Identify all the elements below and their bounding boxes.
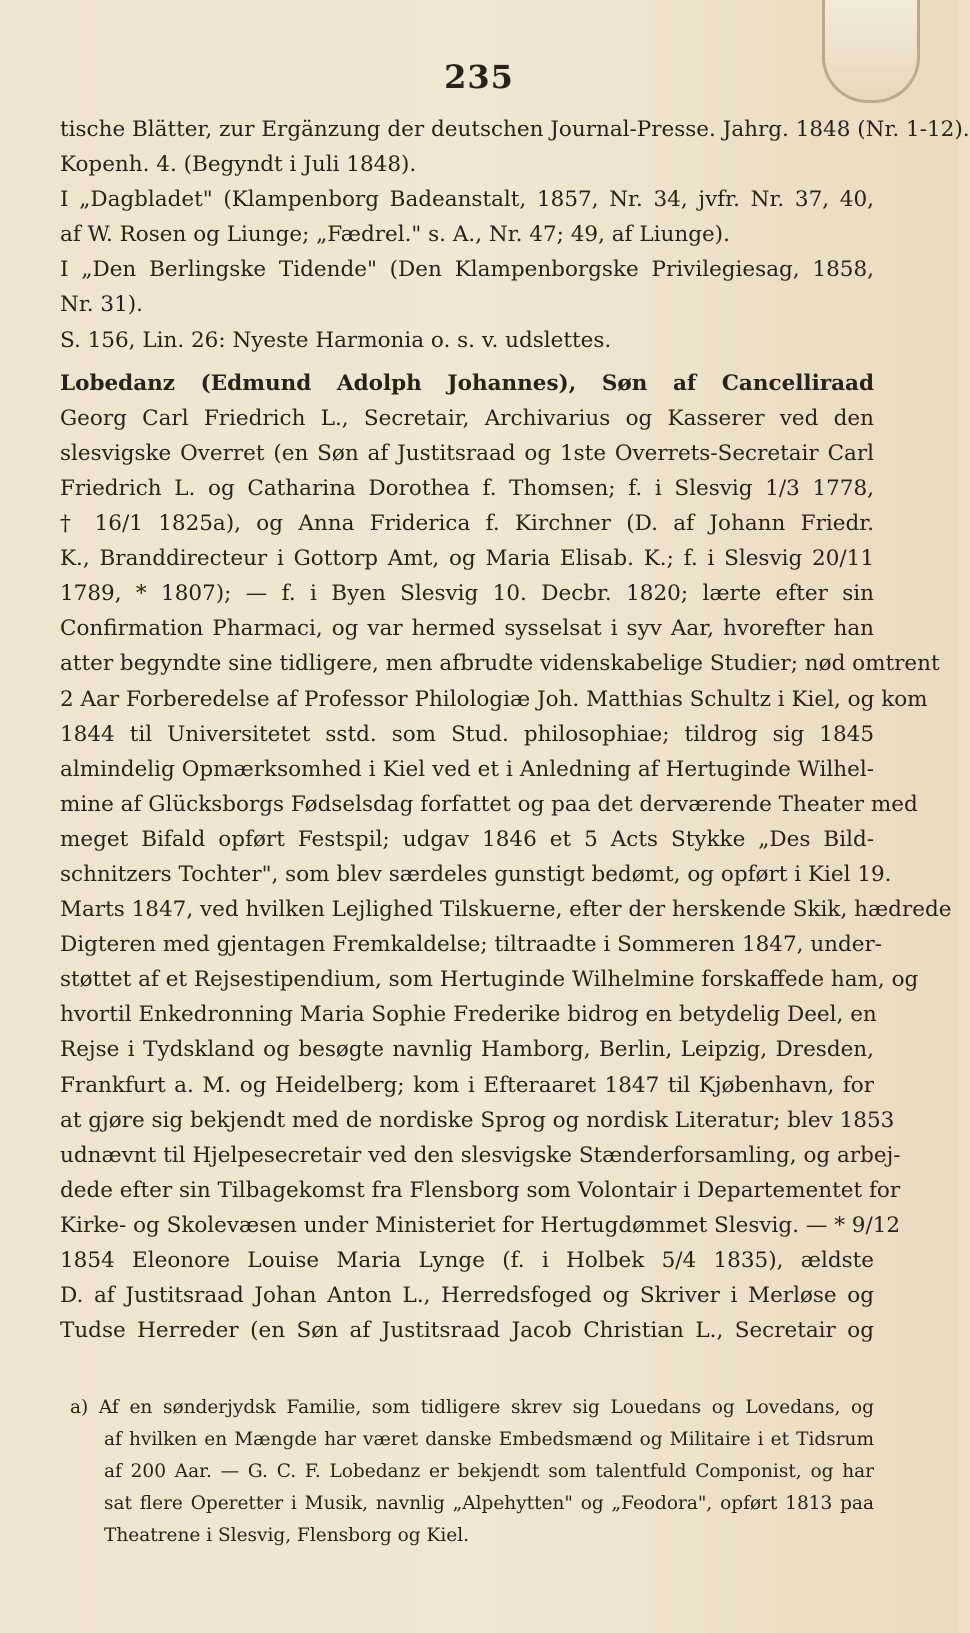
text-line: Marts 1847, ved hvilken Lejlighed Tilskuerne, efter der herskende Skik, hædrede [60,897,952,923]
text-line: meget Bifald opført Festspil; udgav 1846 et 5 Acts Stykke „Des Bild- [60,826,874,852]
footnote-divider [60,1320,874,1321]
text-line: 1844 til Universitetet sstd. som Stud. philosophiae; tildrog sig 1845 [60,721,874,747]
text-line: Confirmation Pharmaci, og var hermed sysselsat i syv Aar, hvorefter han [60,616,874,642]
text-line: Georg Carl Friedrich L., Secretair, Archivarius og Kasserer ved den [60,405,874,431]
text-line: 2 Aar Forberedelse af Professor Philologiæ Joh. Matthias Schultz i Kiel, og kom [60,686,928,712]
footnote-line: Theatrene i Slesvig, Flensborg og Kiel. [104,1525,470,1546]
text-line: støttet af et Rejsestipendium, som Hertuginde Wilhelmine forskaffede ham, og [60,967,919,993]
text-line: 1854 Eleonore Louise Maria Lynge (f. i Holbek 5/4 1835), ældste [60,1248,874,1273]
footnote-line: af 200 Aar. — G. C. F. Lobedanz er bekjendt som talentfuld Componist, og har [104,1461,874,1482]
text-line: af W. Rosen og Liunge; „Fædrel." s. A., Nr. 47; 49, af Liunge). [60,222,730,248]
text-line: K., Branddirecteur i Gottorp Amt, og Maria Elisab. K.; f. i Slesvig 20/11 [60,546,874,572]
text-line: slesvigske Overret (en Søn af Justitsraad og 1ste Overrets-Secretair Carl [60,440,874,466]
text-line: Digteren med gjentagen Fremkaldelse; tiltraadte i Sommeren 1847, under- [60,932,883,958]
text-line: atter begyndte sine tidligere, men afbrudte videnskabelige Studier; nød omtrent [60,651,940,677]
text-line: Friedrich L. og Catharina Dorothea f. Thomsen; f. i Slesvig 1/3 1778, [60,475,874,501]
text-line: hvortil Enkedronning Maria Sophie Frederike bidrog en betydelig Deel, en [60,1002,877,1028]
text-line: mine af Glücksborgs Fødselsdag forfattet og paa det derværende Theater med [60,791,918,817]
text-line: Kirke- og Skolevæsen under Ministeriet for Hertugdømmet Slesvig. — * 9/12 [60,1212,901,1238]
text-line: Tudse Herreder (en Søn af Justitsraad Jacob Christian L., Secretair og [60,1318,874,1344]
text-line: 1789, * 1807); — f. i Byen Slesvig 10. Decbr. 1820; lærte efter sin [60,581,874,607]
text-line: dede efter sin Tilbagekomst fra Flensborg som Volontair i Departementet for [60,1177,901,1203]
footnote-line: af hvilken en Mængde har været danske Embedsmænd og Militaire i et Tidsrum [104,1429,874,1450]
footnotes [70,1392,874,1552]
text-line: I „Den Berlingske Tidende" (Den Klampenborgske Privilegiesag, 1858, [60,257,874,283]
text-line: Rejse i Tydskland og besøgte navnlig Hamborg, Berlin, Leipzig, Dresden, [60,1037,874,1063]
main-text [60,112,970,1348]
text-line: Nr. 31). [60,292,143,318]
entry-heading-line: Lobedanz (Edmund Adolph Johannes), Søn af Cancelliraad [60,370,874,396]
text-line: D. af Justitsraad Johan Anton L., Herredsfoged og Skriver i Merløse og [60,1283,874,1309]
text-line: almindelig Opmærksomhed i Kiel ved et i Anledning af Hertuginde Wilhel- [60,756,874,782]
page-number: 235 [444,58,514,96]
text-line: I „Dagbladet" (Klampenborg Badeanstalt, 1857, Nr. 34, jvfr. Nr. 37, 40, [60,187,874,213]
text-line: Kopenh. 4. (Begyndt i Juli 1848). [60,152,417,178]
text-line: tische Blätter, zur Ergänzung der deutschen Journal-Presse. Jahrg. 1848 (Nr. 1-12). [60,117,970,142]
text-line: at gjøre sig bekjendt med de nordiske Sprog og nordisk Literatur; blev 1853 [60,1107,895,1133]
text-line: † 16/1 1825a), og Anna Friderica f. Kirchner (D. af Johann Friedr. [60,511,874,537]
footnote-line: sat flere Operetter i Musik, navnlig „Alpehytten" og „Feodora", opført 1813 paa [104,1493,874,1514]
text-line: schnitzers Tochter", som blev særdeles gunstigt bedømt, og opført i Kiel 19. [60,861,892,887]
text-line: S. 156, Lin. 26: Nyeste Harmonia o. s. v. udslettes. [60,327,612,353]
text-line: Frankfurt a. M. og Heidelberg; kom i Efteraaret 1847 til Kjøbenhavn, for [60,1072,874,1098]
text-line: udnævnt til Hjelpesecretair ved den slesvigske Stænderforsamling, og arbej- [60,1142,901,1168]
footnote-line: a) Af en sønderjydsk Familie, som tidligere skrev sig Louedans og Lovedans, og [70,1397,874,1418]
